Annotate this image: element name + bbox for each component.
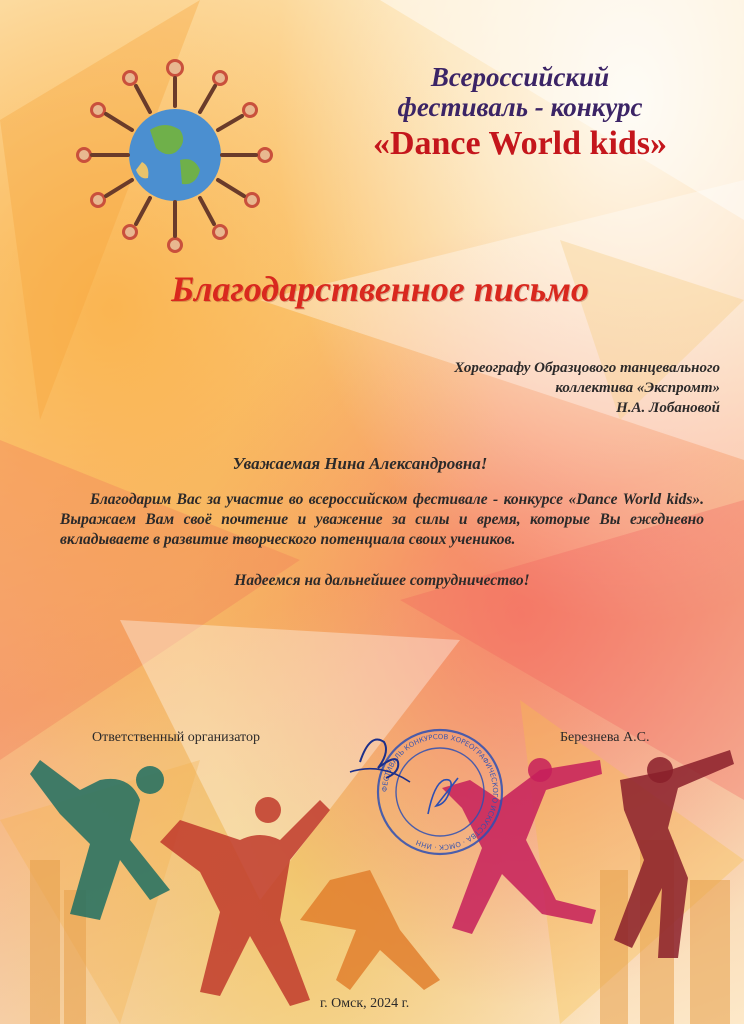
official-stamp <box>340 712 520 862</box>
svg-text:ФЕСТИВАЛЬ КОНКУРСОВ ХОРЕОГРАФИ: ФЕСТИВАЛЬ КОНКУРСОВ ХОРЕОГРАФИЧЕСКОГО ИСКУССТВА · ОМСК · ИНН <box>380 732 500 852</box>
addressee-line2: коллектива «Экспромт» <box>555 380 720 396</box>
addressee <box>300 358 720 418</box>
globe-children-illustration <box>60 50 290 260</box>
festival-title-line2: фестиваль - конкурс <box>397 92 643 122</box>
festival-title <box>300 62 740 164</box>
closing-line: Надеемся на дальнейшее сотрудничество! <box>234 572 530 589</box>
letter-body: Благодарим Вас за участие во всероссийском фестивале - конкурсе «Dance World kids». Выражаем Вам своё почтение и уважение за силы и время, которые Вы ежедневно вкладываете в развитие творческого потенциала своих учеников. <box>60 491 704 548</box>
festival-title-line1: Всероссийский <box>430 62 610 92</box>
city-year: г. Омск, 2024 г. <box>320 996 410 1011</box>
signature-name: Березнева А.С. <box>560 730 650 745</box>
addressee-line1: Хореографу Образцового танцевального <box>454 360 720 376</box>
letter-title: Благодарственное письмо <box>171 269 589 309</box>
greeting: Уважаемая Нина Александровна! <box>232 454 488 473</box>
signature-label: Ответственный организатор <box>92 730 260 745</box>
addressee-line3: Н.А. Лобановой <box>616 400 720 416</box>
festival-name: «Dance World kids» <box>372 125 668 162</box>
